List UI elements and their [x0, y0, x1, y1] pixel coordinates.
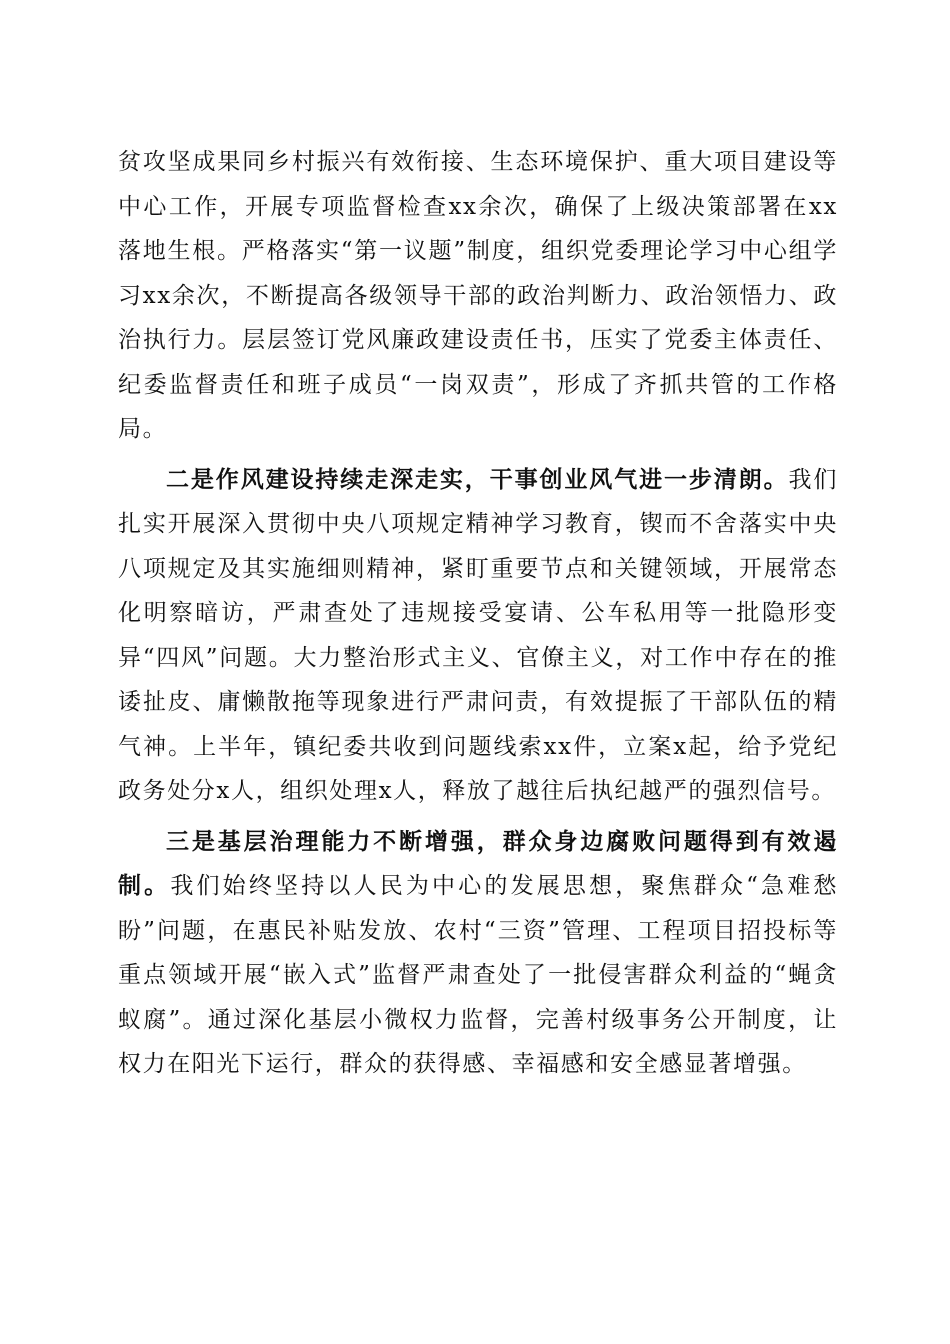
paragraph-work-style — [118, 458, 838, 814]
paragraph-text: 我们扎实开展深入贯彻中央八项规定精神学习教育，锲而不舍落实中央八项规定及其实施细则精神，紧盯重要节点和关键领域，开展常态化明察暗访，严肃查处了违规接受宴请、公车私用等一批隐形变异“四风”问题。大力整治形式主义、官僚主义，对工作中存在的推诿扯皮、庸懒散拖等现象进行严肃问责，有效提振了干部队伍的精气神。上半年，镇纪委共收到问题线索xx件，立案x起，给予党纪政务处分x人，组织处理x人，释放了越往后执纪越严的强烈信号。 — [118, 466, 839, 804]
paragraph-grassroots-governance — [118, 820, 838, 1087]
paragraph-heading: 三是基层治理能力不断增强，群众身边腐败问题得到有效遏制。 — [118, 827, 838, 899]
paragraph-text: 我们始终坚持以人民为中心的发展思想，聚焦群众“急难愁盼”问题，在惠民补贴发放、农村“三资”管理、工程项目招投标等重点领域开展“嵌入式”监督严肃查处了一批侵害群众利益的“蝇贪蚁腐”。通过深化基层小微权力监督，完善村级事务公开制度，让权力在阳光下运行，群众的获得感、幸福感和安全感显著增强。 — [118, 873, 838, 1077]
paragraph-text: 贫攻坚成果同乡村振兴有效衔接、生态环境保护、重大项目建设等中心工作，开展专项监督检查xx余次，确保了上级决策部署在xx落地生根。严格落实“第一议题”制度，组织党委理论学习中心组学习xx余次，不断提高各级领导干部的政治判断力、政治领悟力、政治执行力。层层签订党风廉政建设责任书，压实了党委主体责任、纪委监督责任和班子成员“一岗双责”，形成了齐抓共管的工作格局。 — [118, 149, 838, 442]
document-body — [118, 140, 838, 1087]
paragraph-heading: 二是作风建设持续走深走实，干事创业风气进一步清朗。 — [166, 465, 789, 493]
paragraph-continuation — [118, 140, 838, 452]
